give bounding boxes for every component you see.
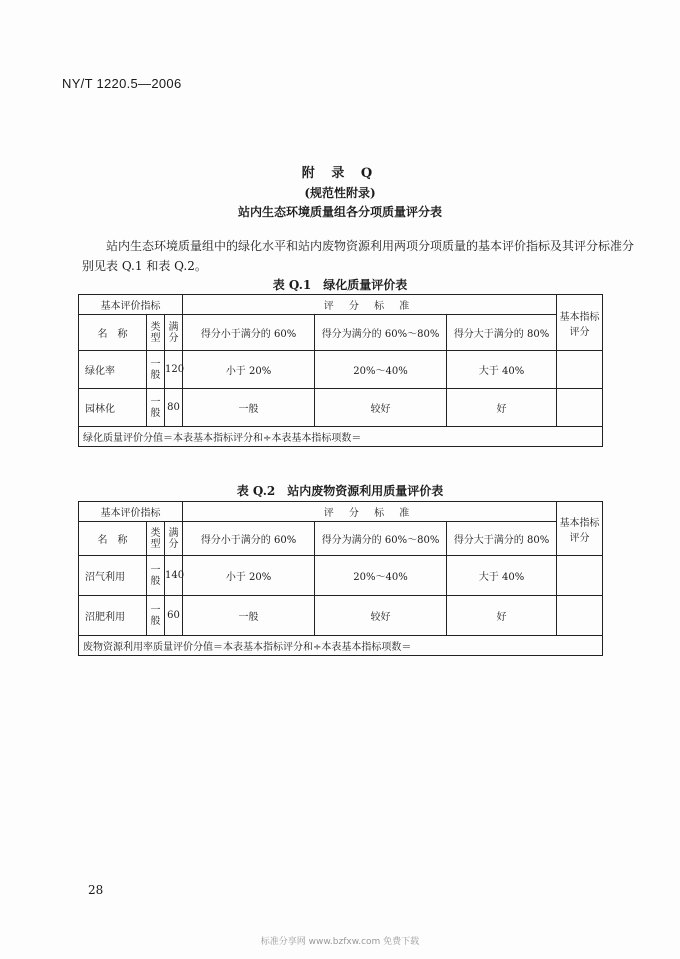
row-type [147, 351, 165, 389]
header-indicator-score: 基本指标评分 [557, 502, 603, 556]
table-q1 [78, 294, 603, 447]
header-c2: 得分为满分的 60%～80% [315, 522, 447, 556]
header-scoring-standard: 评 分 标 准 [183, 502, 557, 522]
header-full-text: 满分 [168, 321, 179, 344]
row-c2: 较好 [315, 389, 447, 427]
row-type-text: 一般 [150, 358, 161, 381]
row-name: 园林化 [79, 389, 147, 427]
row-score [557, 596, 603, 636]
header-type [147, 315, 165, 351]
table-q2 [78, 501, 603, 656]
appendix-title: 附 录 Q [301, 166, 379, 181]
row-type-text: 一般 [150, 604, 161, 627]
header-name: 名 称 [79, 522, 147, 556]
row-type [147, 389, 165, 427]
row-score [557, 556, 603, 596]
row-c3: 好 [447, 596, 557, 636]
header-type-text: 类型 [150, 321, 161, 344]
header-full-text: 满分 [168, 527, 179, 550]
table-row [79, 556, 603, 596]
header-scoring-standard: 评 分 标 准 [183, 295, 557, 315]
header-full [165, 522, 183, 556]
row-score [557, 389, 603, 427]
header-type-text: 类型 [150, 527, 161, 550]
appendix-type: (规范性附录) [304, 186, 376, 200]
table-q1-caption: 表 Q.1 绿化质量评价表 [272, 278, 408, 292]
row-c1: 一般 [183, 389, 315, 427]
row-score [557, 351, 603, 389]
header-basic-indicators: 基本评价指标 [79, 502, 183, 522]
intro-paragraph: 站内生态环境质量组中的绿化水平和站内废物资源利用两项分项质量的基本评价指标及其评分标准分别见表 Q.1 和表 Q.2。 [82, 239, 635, 273]
header-c3: 得分大于满分的 80% [447, 522, 557, 556]
row-c1: 一般 [183, 596, 315, 636]
row-c2: 20%～40% [315, 351, 447, 389]
header-full [165, 315, 183, 351]
row-full: 60 [165, 596, 183, 636]
row-full: 120 [165, 351, 183, 389]
row-type-text: 一般 [150, 396, 161, 419]
row-c1: 小于 20% [183, 556, 315, 596]
row-name: 沼气利用 [79, 556, 147, 596]
table-q1-summary: 绿化质量评价分值＝本表基本指标评分和÷本表基本指标项数＝ [79, 427, 603, 447]
row-c2: 较好 [315, 596, 447, 636]
row-c3: 好 [447, 389, 557, 427]
table-row [79, 389, 603, 427]
table-q2-summary: 废物资源利用率质量评价分值＝本表基本指标评分和÷本表基本指标项数＝ [79, 636, 603, 656]
watermark-footer: 标准分享网 www.bzfxw.com 免费下载 [260, 937, 420, 947]
table-row [79, 596, 603, 636]
row-c3: 大于 40% [447, 351, 557, 389]
row-c3: 大于 40% [447, 556, 557, 596]
row-type-text: 一般 [150, 564, 161, 587]
header-indicator-score: 基本指标评分 [557, 295, 603, 351]
header-basic-indicators: 基本评价指标 [79, 295, 183, 315]
header-c2: 得分为满分的 60%～80% [315, 315, 447, 351]
header-c1: 得分小于满分的 60% [183, 522, 315, 556]
row-name: 沼肥利用 [79, 596, 147, 636]
header-name: 名 称 [79, 315, 147, 351]
row-c2: 20%～40% [315, 556, 447, 596]
row-name: 绿化率 [79, 351, 147, 389]
header-c1: 得分小于满分的 60% [183, 315, 315, 351]
row-type [147, 556, 165, 596]
table-q2-caption: 表 Q.2 站内废物资源利用质量评价表 [236, 484, 444, 498]
table-row [79, 351, 603, 389]
header-c3: 得分大于满分的 80% [447, 315, 557, 351]
page-number: 28 [88, 883, 104, 897]
row-full: 80 [165, 389, 183, 427]
row-type [147, 596, 165, 636]
appendix-name: 站内生态环境质量组各分项质量评分表 [237, 205, 442, 219]
row-full: 140 [165, 556, 183, 596]
row-c1: 小于 20% [183, 351, 315, 389]
header-type [147, 522, 165, 556]
standard-code: NY/T 1220.5—2006 [62, 76, 182, 91]
